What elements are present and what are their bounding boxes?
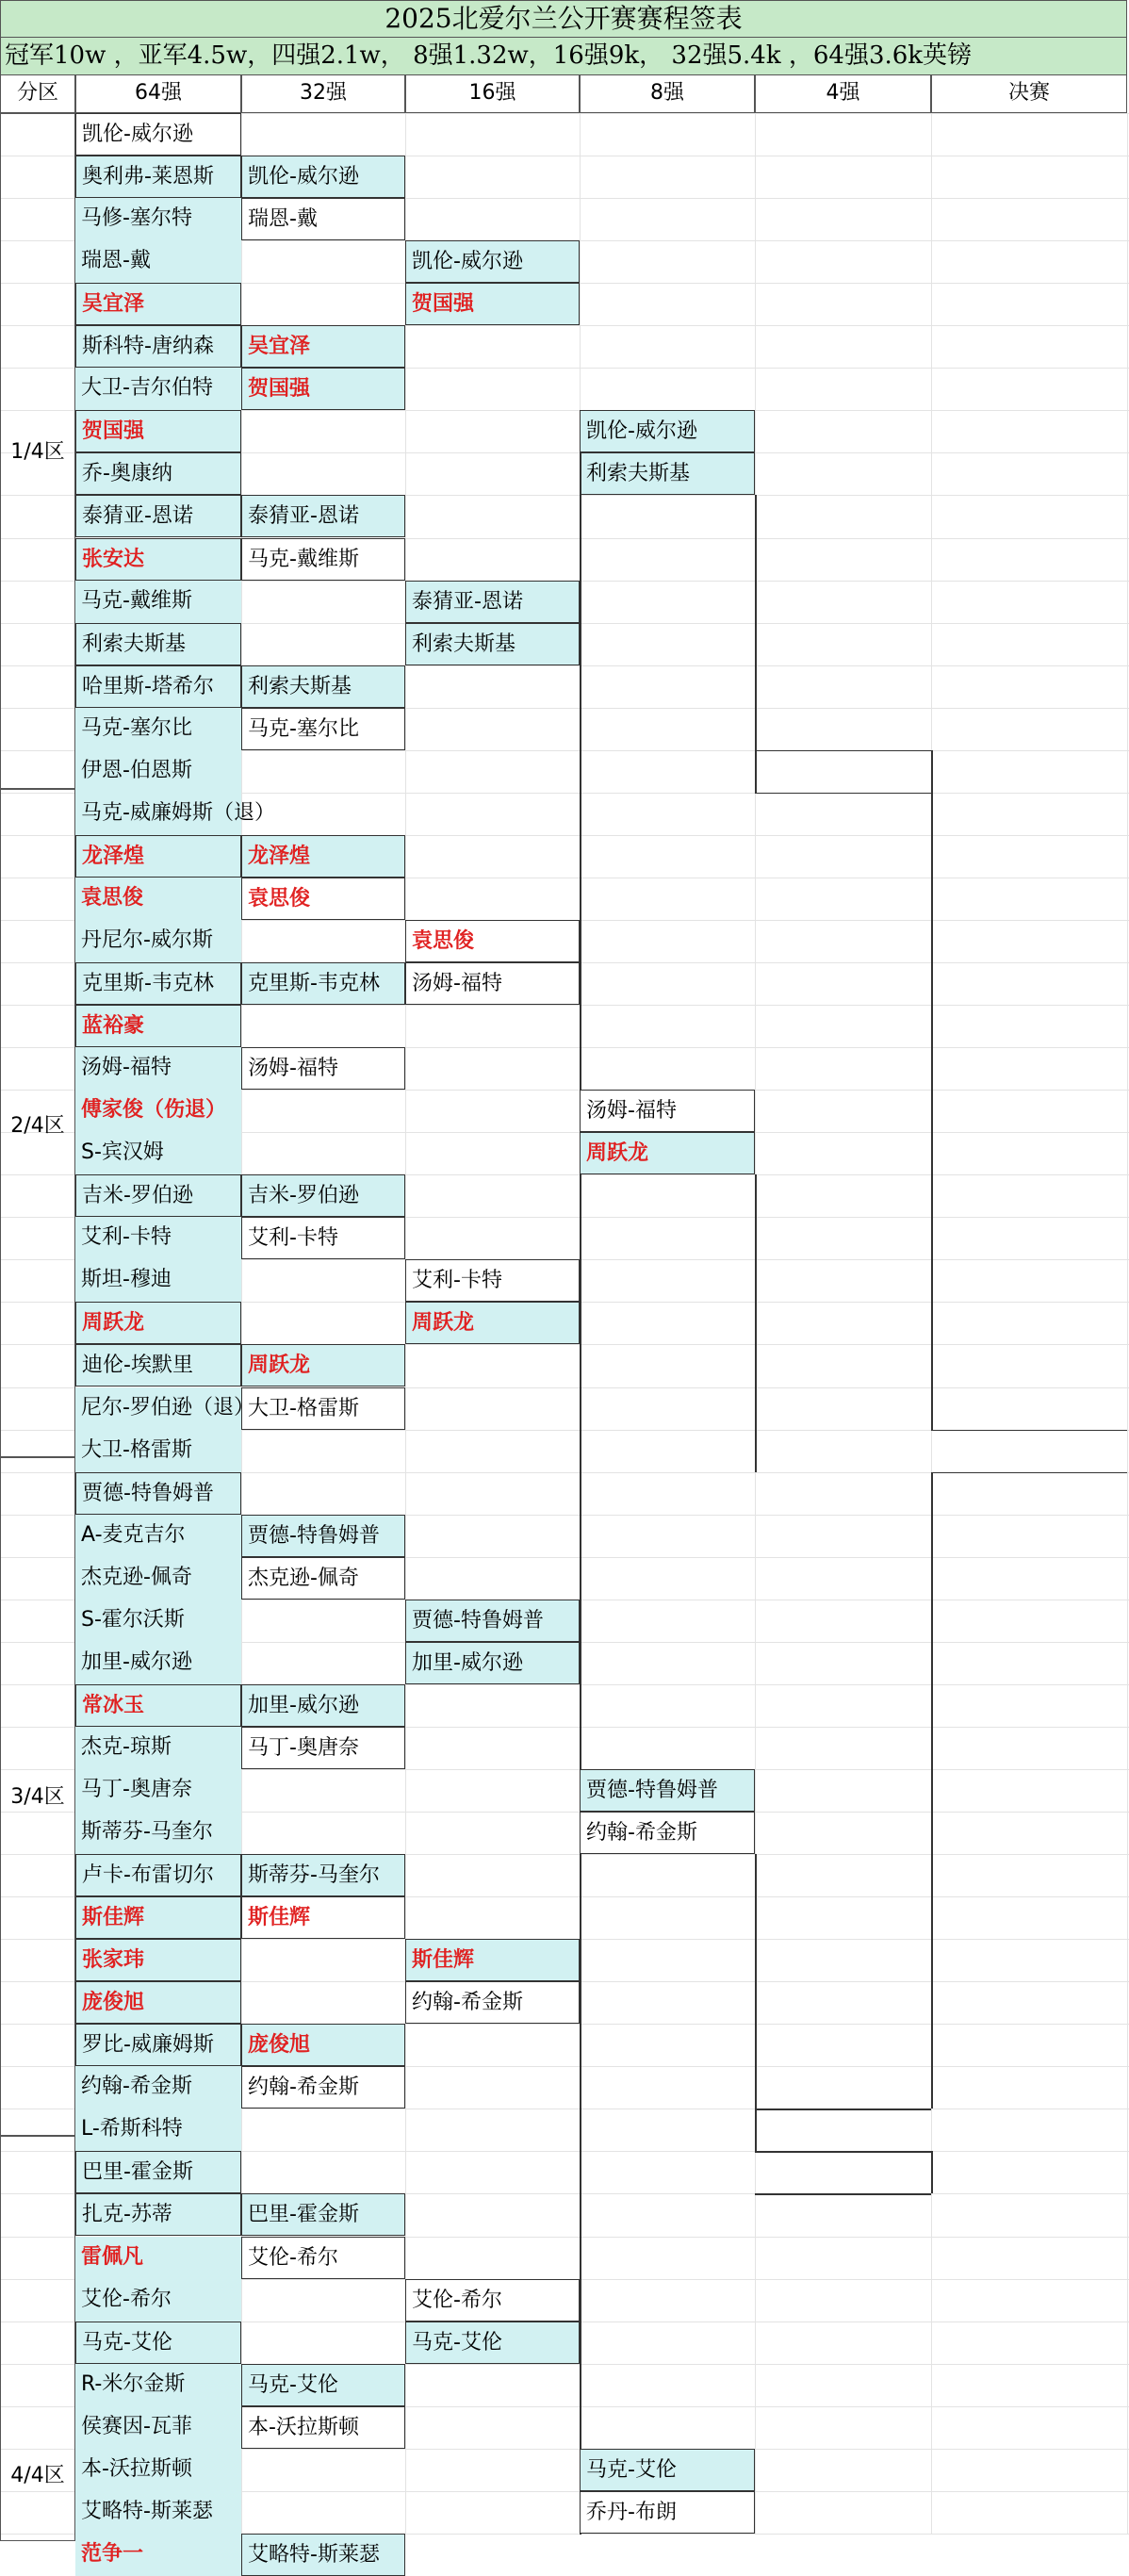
r64-player-cell: L-希斯科特	[75, 2108, 241, 2151]
qf-player-cell: 周跃龙	[580, 1132, 755, 1174]
r64-player-cell: 乔-奥康纳	[75, 452, 241, 495]
r32-player-cell: 马克-塞尔比	[241, 708, 405, 750]
r64-player-cell: 吉米-罗伯逊	[75, 1174, 241, 1217]
r64-player-cell: 马克-艾伦	[75, 2322, 241, 2364]
bracket-connector	[580, 453, 581, 1090]
r64-player-cell: 约翰-希金斯	[75, 2066, 241, 2108]
qf-player-cell: 利索夫斯基	[580, 452, 755, 495]
r64-player-cell: 雷佩凡	[75, 2237, 241, 2279]
r64-player-cell: 庞俊旭	[75, 1981, 241, 2024]
bracket-connector	[931, 750, 933, 1430]
r16-player-cell: 艾利-卡特	[405, 1259, 580, 1302]
r64-player-cell: 贺国强	[75, 410, 241, 452]
r32-player-cell: 克里斯-韦克林	[241, 962, 405, 1005]
header-final: 决赛	[931, 75, 1127, 113]
r64-player-cell: 马克-威廉姆斯（退）	[75, 793, 241, 835]
r16-player-cell: 泰猜亚-恩诺	[405, 581, 580, 623]
r32-player-cell: 龙泽煌	[241, 835, 405, 878]
r64-player-cell: 罗比-威廉姆斯	[75, 2024, 241, 2066]
r32-player-cell: 马克-艾伦	[241, 2364, 405, 2406]
qf-player-cell: 凯伦-威尔逊	[580, 410, 755, 452]
r64-player-cell: 尼尔-罗伯逊（退）	[75, 1387, 241, 1430]
r64-player-cell: S-宾汉姆	[75, 1132, 241, 1174]
bracket-connector	[755, 2193, 931, 2195]
r64-player-cell: 汤姆-福特	[75, 1047, 241, 1090]
r64-player-cell: 傅家俊（伤退）	[75, 1090, 241, 1132]
r32-player-cell: 艾略特-斯莱瑟	[241, 2534, 405, 2576]
r64-player-cell: 迪伦-埃默里	[75, 1344, 241, 1386]
r16-player-cell: 贾德-特鲁姆普	[405, 1600, 580, 1642]
r32-player-cell: 吴宜泽	[241, 325, 405, 368]
r64-player-cell: 克里斯-韦克林	[75, 962, 241, 1005]
bracket-connector	[931, 1430, 1127, 1432]
r64-player-cell: 周跃龙	[75, 1302, 241, 1344]
r64-player-cell: 泰猜亚-恩诺	[75, 495, 241, 537]
r64-player-cell: 杰克-琼斯	[75, 1727, 241, 1769]
r64-player-cell: 丹尼尔-威尔斯	[75, 920, 241, 962]
r32-player-cell: 汤姆-福特	[241, 1047, 405, 1090]
r64-player-cell: 瑞恩-戴	[75, 240, 241, 283]
r16-player-cell: 袁思俊	[405, 920, 580, 962]
r64-player-cell: 斯坦-穆迪	[75, 1259, 241, 1302]
r64-player-cell: 斯蒂芬-马奎尔	[75, 1812, 241, 1854]
r64-player-cell: 马克-塞尔比	[75, 708, 241, 750]
grid-vline	[241, 113, 242, 2534]
r32-player-cell: 周跃龙	[241, 1344, 405, 1386]
r32-player-cell: 泰猜亚-恩诺	[241, 495, 405, 537]
r64-player-cell: 马克-戴维斯	[75, 581, 241, 623]
bracket-connector	[580, 1854, 581, 2449]
region-label-3: 3/4区	[0, 1783, 75, 1812]
r64-player-cell: 艾伦-希尔	[75, 2279, 241, 2322]
qf-player-cell: 贾德-特鲁姆普	[580, 1769, 755, 1812]
r16-player-cell: 马克-艾伦	[405, 2322, 580, 2364]
r64-player-cell: 艾利-卡特	[75, 1217, 241, 1259]
prize-money-line: 冠军10w ，亚军4.5w，四强2.1w， 8强1.32w，16强9k， 32强5.4k ，64强3.6k英镑	[0, 38, 1127, 75]
r64-player-cell: 加里-威尔逊	[75, 1642, 241, 1684]
bracket-connector	[755, 1174, 757, 1471]
r64-player-cell: 蓝裕豪	[75, 1005, 241, 1047]
r64-player-cell: A-麦克吉尔	[75, 1515, 241, 1557]
r16-player-cell: 贺国强	[405, 283, 580, 325]
r64-player-cell: 马丁-奥唐奈	[75, 1769, 241, 1812]
r32-player-cell: 瑞恩-戴	[241, 198, 405, 240]
r32-player-cell: 杰克逊-佩奇	[241, 1557, 405, 1600]
r32-player-cell: 艾伦-希尔	[241, 2237, 405, 2279]
header-last-16: 16强	[405, 75, 580, 113]
r64-player-cell: R-米尔金斯	[75, 2364, 241, 2406]
r64-player-cell: 扎克-苏蒂	[75, 2193, 241, 2236]
r16-player-cell: 汤姆-福特	[405, 962, 580, 1005]
r32-player-cell: 贾德-特鲁姆普	[241, 1515, 405, 1557]
r32-player-cell: 利索夫斯基	[241, 665, 405, 708]
grid-vline	[1127, 113, 1128, 2534]
header-last-32: 32强	[241, 75, 405, 113]
region-label-1: 1/4区	[0, 438, 75, 467]
bracket-connector	[931, 2151, 933, 2193]
r64-player-cell: 斯科特-唐纳森	[75, 325, 241, 368]
r64-player-cell: 大卫-格雷斯	[75, 1430, 241, 1472]
r16-player-cell: 凯伦-威尔逊	[405, 240, 580, 283]
r32-player-cell: 大卫-格雷斯	[241, 1387, 405, 1430]
r64-player-cell: S-霍尔沃斯	[75, 1600, 241, 1642]
header-last-64: 64强	[75, 75, 241, 113]
bracket-connector	[755, 750, 931, 752]
r32-player-cell: 凯伦-威尔逊	[241, 156, 405, 198]
r64-player-cell: 龙泽煌	[75, 835, 241, 878]
r16-player-cell: 周跃龙	[405, 1302, 580, 1344]
r16-player-cell: 艾伦-希尔	[405, 2279, 580, 2322]
region-label-2: 2/4区	[0, 1112, 75, 1140]
r32-player-cell: 艾利-卡特	[241, 1217, 405, 1259]
r32-player-cell: 巴里-霍金斯	[241, 2193, 405, 2236]
r64-player-cell: 巴里-霍金斯	[75, 2151, 241, 2193]
r64-player-cell: 范争一	[75, 2534, 241, 2576]
bracket-connector	[755, 2108, 931, 2110]
r32-player-cell: 吉米-罗伯逊	[241, 1174, 405, 1217]
r64-player-cell: 张家玮	[75, 1939, 241, 1981]
r32-player-cell: 斯蒂芬-马奎尔	[241, 1854, 405, 1896]
r64-player-cell: 大卫-吉尔伯特	[75, 368, 241, 410]
r64-player-cell: 吴宜泽	[75, 283, 241, 325]
r32-player-cell: 斯佳辉	[241, 1896, 405, 1939]
bracket-connector	[755, 2151, 931, 2153]
r64-player-cell: 袁思俊	[75, 878, 241, 920]
qf-player-cell: 约翰-希金斯	[580, 1812, 755, 1854]
bracket-connector	[755, 1854, 757, 2151]
r16-player-cell: 利索夫斯基	[405, 623, 580, 665]
r64-player-cell: 马修-塞尔特	[75, 198, 241, 240]
r64-player-cell: 伊恩-伯恩斯	[75, 750, 241, 793]
qf-player-cell: 汤姆-福特	[580, 1090, 755, 1132]
r64-player-cell: 凯伦-威尔逊	[75, 113, 241, 156]
r64-player-cell: 杰克逊-佩奇	[75, 1557, 241, 1600]
r64-player-cell: 卢卡-布雷切尔	[75, 1854, 241, 1896]
r64-player-cell: 张安达	[75, 538, 241, 581]
bracket-connector	[755, 793, 931, 795]
r16-player-cell: 加里-威尔逊	[405, 1642, 580, 1684]
r64-player-cell: 常冰玉	[75, 1684, 241, 1727]
sheet-title: 2025北爱尔兰公开赛赛程签表	[0, 0, 1127, 38]
header-quarterfinal: 8强	[580, 75, 755, 113]
r64-player-cell: 本-沃拉斯顿	[75, 2449, 241, 2491]
r64-player-cell: 贾德-特鲁姆普	[75, 1472, 241, 1515]
bracket-connector	[931, 1472, 933, 2109]
r16-player-cell: 斯佳辉	[405, 1939, 580, 1981]
r64-player-cell: 奥利弗-莱恩斯	[75, 156, 241, 198]
r32-player-cell: 加里-威尔逊	[241, 1684, 405, 1727]
bracket-connector	[755, 495, 757, 792]
qf-player-cell: 马克-艾伦	[580, 2449, 755, 2491]
r16-player-cell: 约翰-希金斯	[405, 1981, 580, 2024]
header-region: 分区	[0, 75, 75, 113]
r32-player-cell: 贺国强	[241, 368, 405, 410]
r64-player-cell: 哈里斯-塔希尔	[75, 665, 241, 708]
r64-player-cell: 利索夫斯基	[75, 623, 241, 665]
bracket-connector	[931, 1472, 1127, 1474]
region-label-4: 4/4区	[0, 2462, 75, 2490]
r32-player-cell: 约翰-希金斯	[241, 2066, 405, 2108]
r64-player-cell: 艾略特-斯莱瑟	[75, 2491, 241, 2534]
r64-player-cell: 斯佳辉	[75, 1896, 241, 1939]
r32-player-cell: 庞俊旭	[241, 2024, 405, 2066]
r32-player-cell: 本-沃拉斯顿	[241, 2406, 405, 2449]
r32-player-cell: 马克-戴维斯	[241, 538, 405, 581]
header-semifinal: 4强	[755, 75, 931, 113]
r64-player-cell: 侯赛因-瓦菲	[75, 2406, 241, 2449]
r32-player-cell: 袁思俊	[241, 878, 405, 920]
bracket-connector	[580, 1174, 581, 1769]
r32-player-cell: 马丁-奥唐奈	[241, 1727, 405, 1769]
qf-player-cell: 乔丹-布朗	[580, 2491, 755, 2534]
